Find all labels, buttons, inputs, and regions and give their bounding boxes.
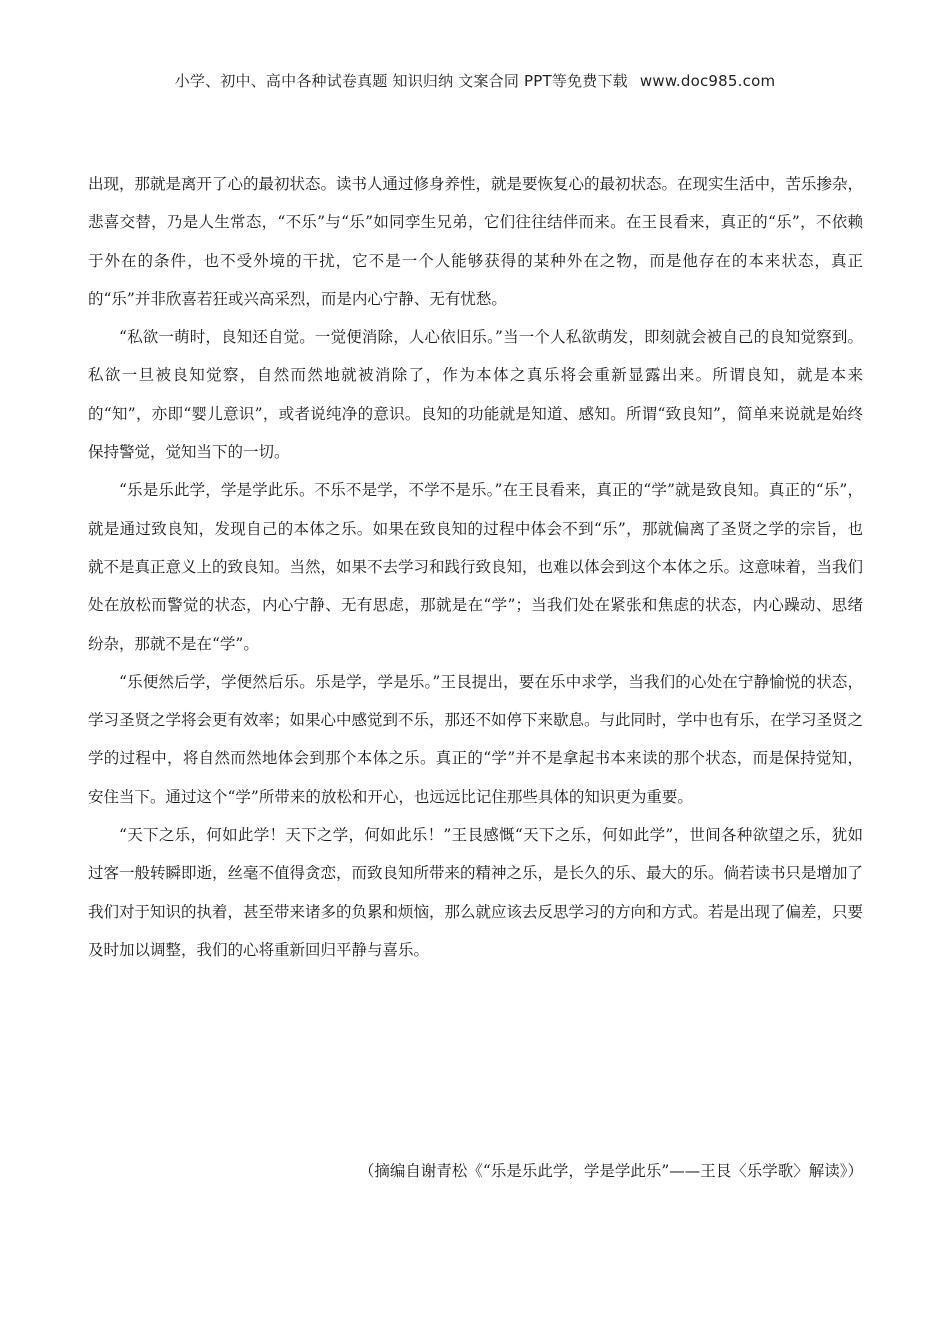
article-paragraph-4: “乐便然后学，学便然后乐。乐是学，学是乐。”王艮提出，要在乐中求学，当我们的心处在宁静愉悦的状态，学习圣贤之学将会更有效率；如果心中感觉到不乐，那还不如停下来歇息。与此同时，学中也有乐，在学习圣贤之学的过程中，将自然而然地体会到那个本体之乐。真正的“学”并不是拿起书本来读的那个状态，而是保持觉知，安住当下。通过这个“学”所带来的放松和开心，也远远比记住那些具体的知识更为重要。 — [88, 672, 864, 806]
article-paragraph-2: “私欲一萌时，良知还自觉。一觉便消除，人心依旧乐。”当一个人私欲萌发，即刻就会被自己的良知觉察到。私欲一旦被良知觉察，自然而然地就被消除了，作为本体之真乐将会重新显露出来。所谓良知，就是本来的“知”，亦即“婴儿意识”，或者说纯净的意识。良知的功能就是知道、感知。所谓“致良知”，简单来说就是始终保持警觉，觉知当下的一切。 — [88, 328, 863, 462]
article-paragraph-3: “乐是乐此学，学是学此乐。不乐不是学，不学不是乐。”在王艮看来，真正的“学”就是致良知。真正的“乐”，就是通过致良知，发现自己的本体之乐。如果在致良知的过程中体会不到“乐”，那就偏离了圣贤之学的宗旨，也就不是真正意义上的致良知。当然，如果不去学习和践行致良知，也难以体会到这个本体之乐。这意味着，当我们处在放松而警觉的状态，内心宁静、无有思虑，那就是在“学”；当我们处在紧张和焦虑的状态，内心躁动、思绪纷杂，那就不是在“学”。 — [88, 481, 864, 653]
article-body — [88, 165, 863, 969]
header-title: 小学、初中、高中各种试卷真题 知识归纳 文案合同 PPT等免费下载 — [174, 72, 628, 90]
header-site-link[interactable]: www.doc985.com — [639, 72, 776, 90]
article-paragraph-1: 出现，那就是离开了心的最初状态。读书人通过修身养性，就是要恢复心的最初状态。在现实生活中，苦乐掺杂，悲喜交替，乃是人生常态，“不乐”与“乐”如同孪生兄弟，它们往往结伴而来。在王艮看来，真正的“乐”，不依赖于外在的条件，也不受外境的干扰，它不是一个人能够获得的某种外在之物，而是他存在的本来状态，真正的“乐”并非欣喜若狂或兴高采烈，而是内心宁静、无有忧愁。 — [88, 175, 864, 308]
article-source-citation: （摘编自谢青松《“乐是乐此学，学是学此乐”——王艮〈乐学歌〉解读》） — [358, 1162, 863, 1180]
page-header — [0, 70, 950, 91]
article-paragraph-5: “天下之乐，何如此学！天下之学，何如此乐！”王艮感慨“天下之乐，何如此学”，世间各种欲望之乐，犹如过客一般转瞬即逝，丝毫不值得贪恋，而致良知所带来的精神之乐，是长久的乐、最大的乐。倘若读书只是增加了我们对于知识的执着，甚至带来诸多的负累和烦恼，那么就应该去反思学习的方向和方式。若是出现了偏差，只要及时加以调整，我们的心将重新回归平静与喜乐。 — [88, 826, 864, 959]
